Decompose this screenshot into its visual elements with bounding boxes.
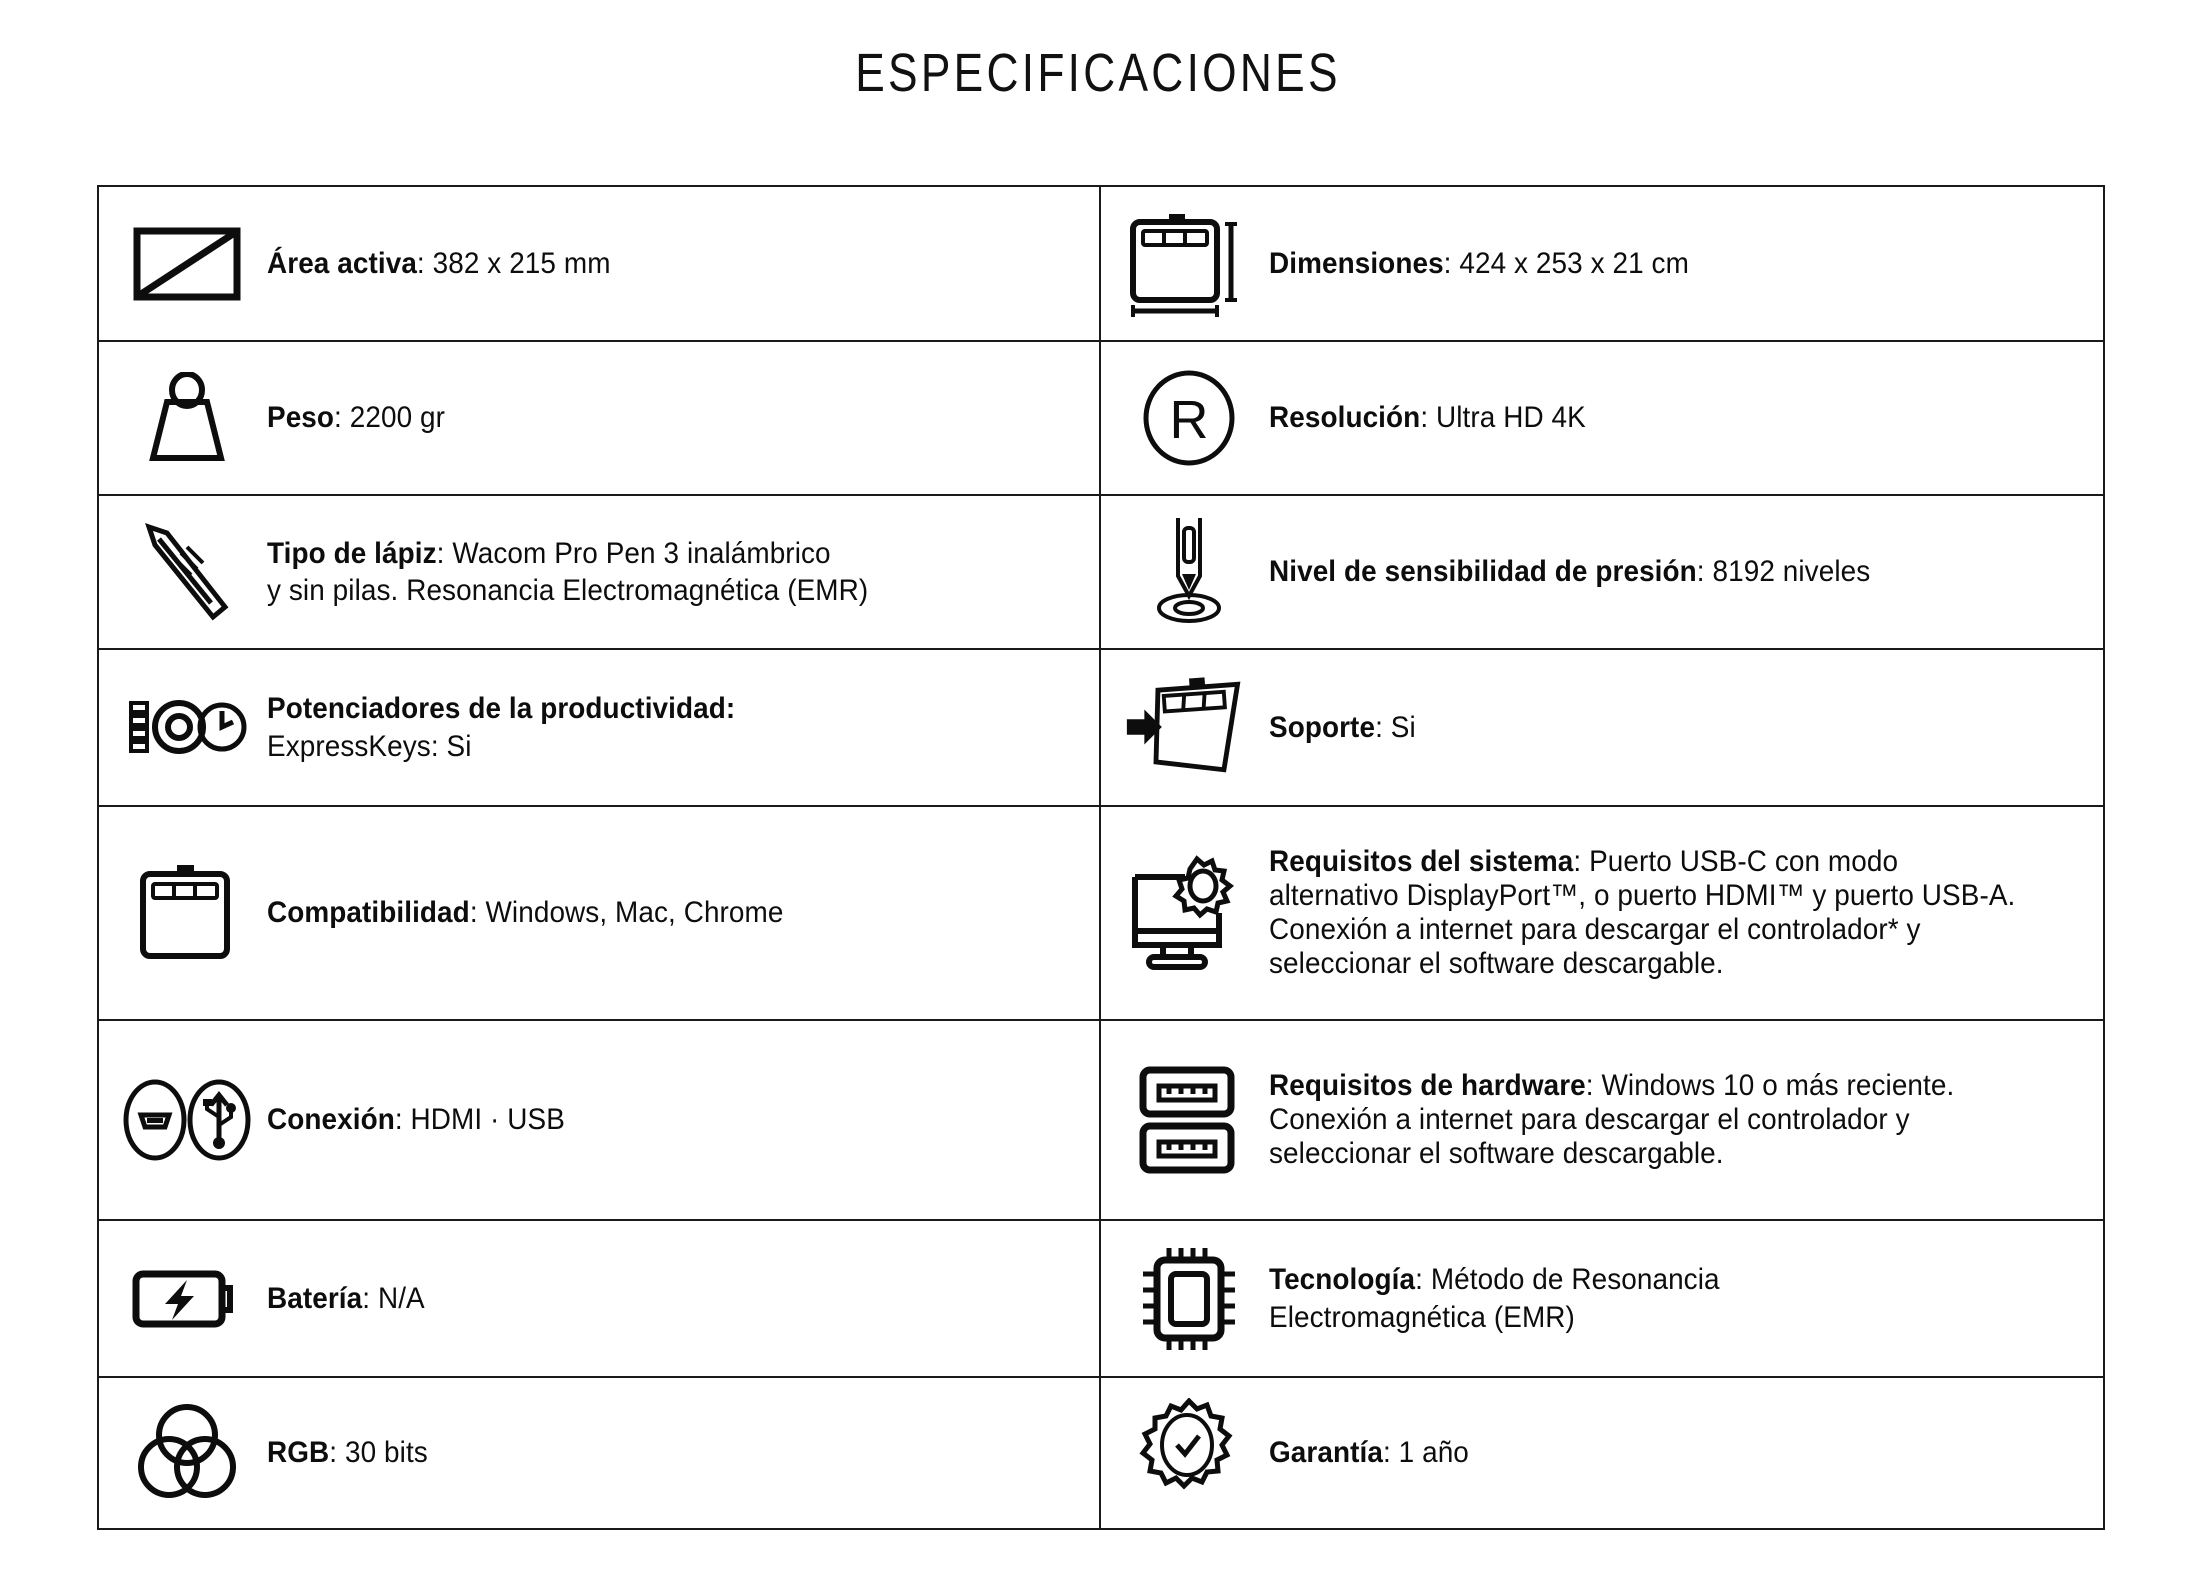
spec-value-line2: Electromagnética (EMR) [1269, 1300, 1575, 1334]
spec-separator: : [1382, 1436, 1399, 1470]
spec-value: Si [1390, 710, 1416, 744]
specifications-table [97, 185, 2105, 1530]
spec-cell-garantia [1100, 1377, 2104, 1529]
spec-separator: : [1415, 1263, 1431, 1297]
spec-cell-tecnologia [1100, 1220, 2104, 1377]
expresskeys-dial-clock-icon [121, 695, 253, 761]
spec-value-line1: Método de Resonancia [1430, 1263, 1720, 1297]
svg-text:R: R [1169, 390, 1209, 450]
spec-cell-area-activa [98, 186, 1100, 341]
spec-label: Tipo de lápiz [267, 536, 437, 570]
rgb-venn-icon [121, 1401, 253, 1505]
spec-value: 8192 niveles [1712, 555, 1871, 589]
spec-cell-bateria [98, 1220, 1100, 1377]
page-title: ESPECIFICACIONES [855, 43, 1341, 103]
spec-cell-requisitos-hardware [1100, 1020, 2104, 1220]
spec-label: Dimensiones [1269, 246, 1444, 280]
spec-cell-soporte [1100, 649, 2104, 806]
spec-label: Garantía [1269, 1436, 1383, 1470]
spec-separator: : [1696, 555, 1713, 589]
spec-cell-dimensiones [1100, 186, 2104, 341]
spec-separator: : [1585, 1068, 1602, 1102]
table-row [98, 186, 2104, 341]
spec-value: Puerto USB-C con modo alternativo DisplayPort™, o puerto HDMI™ y puerto USB-A. Conexión a internet para descargar el controlador* y seleccionar el software descargable. [1269, 844, 2016, 981]
table-row [98, 1220, 2104, 1377]
spec-label: RGB [267, 1436, 330, 1470]
spec-label: Tecnología [1269, 1263, 1416, 1297]
spec-label: Soporte [1269, 710, 1376, 744]
spec-value: N/A [377, 1281, 425, 1315]
spec-separator: : [416, 246, 433, 280]
spec-label: Área activa [267, 246, 417, 280]
spec-cell-sensibilidad [1100, 495, 2104, 649]
spec-value: 382 x 215 mm [432, 246, 611, 280]
spec-cell-tipo-lapiz [98, 495, 1100, 649]
spec-label: Batería [267, 1281, 363, 1315]
spec-separator: : [1573, 844, 1590, 878]
spec-cell-resolucion [1100, 341, 2104, 495]
spec-value: HDMI · USB [410, 1103, 565, 1137]
spec-label: Conexión [267, 1103, 395, 1137]
spec-cell-peso [98, 341, 1100, 495]
usb-ports-icon [1123, 1064, 1255, 1176]
spec-value: Windows, Mac, Chrome [485, 896, 784, 930]
spec-separator: : [394, 1103, 411, 1137]
spec-value-line1: Wacom Pro Pen 3 inalámbrico [452, 536, 831, 570]
spec-value: Ultra HD 4K [1436, 401, 1586, 435]
resolution-r-icon [1123, 370, 1255, 466]
pen-pressure-icon [1123, 514, 1255, 630]
tablet-dimensions-icon [1123, 210, 1255, 318]
chip-icon [1123, 1244, 1255, 1354]
spec-cell-potenciadores [98, 649, 1100, 806]
stylus-pen-icon [121, 519, 253, 625]
spec-separator: : [469, 896, 486, 930]
spec-cell-conexion [98, 1020, 1100, 1220]
spec-separator: : [1375, 710, 1391, 744]
battery-bolt-icon [121, 1266, 253, 1332]
table-row [98, 341, 2104, 495]
spec-value: 2200 gr [349, 401, 446, 435]
table-row [98, 1020, 2104, 1220]
table-row [98, 1377, 2104, 1529]
spec-value-line2: y sin pilas. Resonancia Electromagnética (EMR) [267, 574, 869, 607]
spec-cell-rgb [98, 1377, 1100, 1529]
spec-value: 30 bits [344, 1436, 428, 1470]
spec-separator: : [1443, 246, 1460, 280]
spec-separator: : [1420, 401, 1437, 435]
active-area-icon [121, 227, 253, 301]
spec-label: Peso [267, 401, 335, 435]
monitor-gear-icon [1123, 853, 1255, 973]
warranty-badge-icon [1123, 1398, 1255, 1508]
spec-value: 1 año [1398, 1436, 1469, 1470]
spec-value: Windows 10 o más reciente. Conexión a internet para descargar el controlador y seleccionar el software descargable. [1269, 1068, 1955, 1171]
spec-value: 424 x 253 x 21 cm [1459, 246, 1689, 280]
spec-separator: : [436, 536, 453, 570]
spec-label: Resolución [1269, 401, 1421, 435]
spec-label: Requisitos del sistema [1269, 844, 1574, 878]
weight-icon [121, 372, 253, 464]
table-row [98, 495, 2104, 649]
spec-separator: : [362, 1281, 378, 1315]
hdmi-usb-ports-icon [121, 1077, 253, 1163]
tablet-stand-icon [1123, 675, 1255, 781]
spec-separator: : [329, 1436, 345, 1470]
spec-cell-requisitos-sistema [1100, 806, 2104, 1020]
tablet-icon [121, 860, 253, 966]
spec-label: Potenciadores de la productividad: [267, 692, 736, 726]
spec-label: Requisitos de hardware [1269, 1068, 1586, 1102]
spec-cell-compatibilidad [98, 806, 1100, 1020]
table-row [98, 649, 2104, 806]
spec-label: Compatibilidad [267, 896, 470, 930]
spec-label: Nivel de sensibilidad de presión [1269, 555, 1697, 589]
spec-value: ExpressKeys: Si [267, 729, 472, 763]
table-row [98, 806, 2104, 1020]
spec-separator: : [334, 401, 350, 435]
